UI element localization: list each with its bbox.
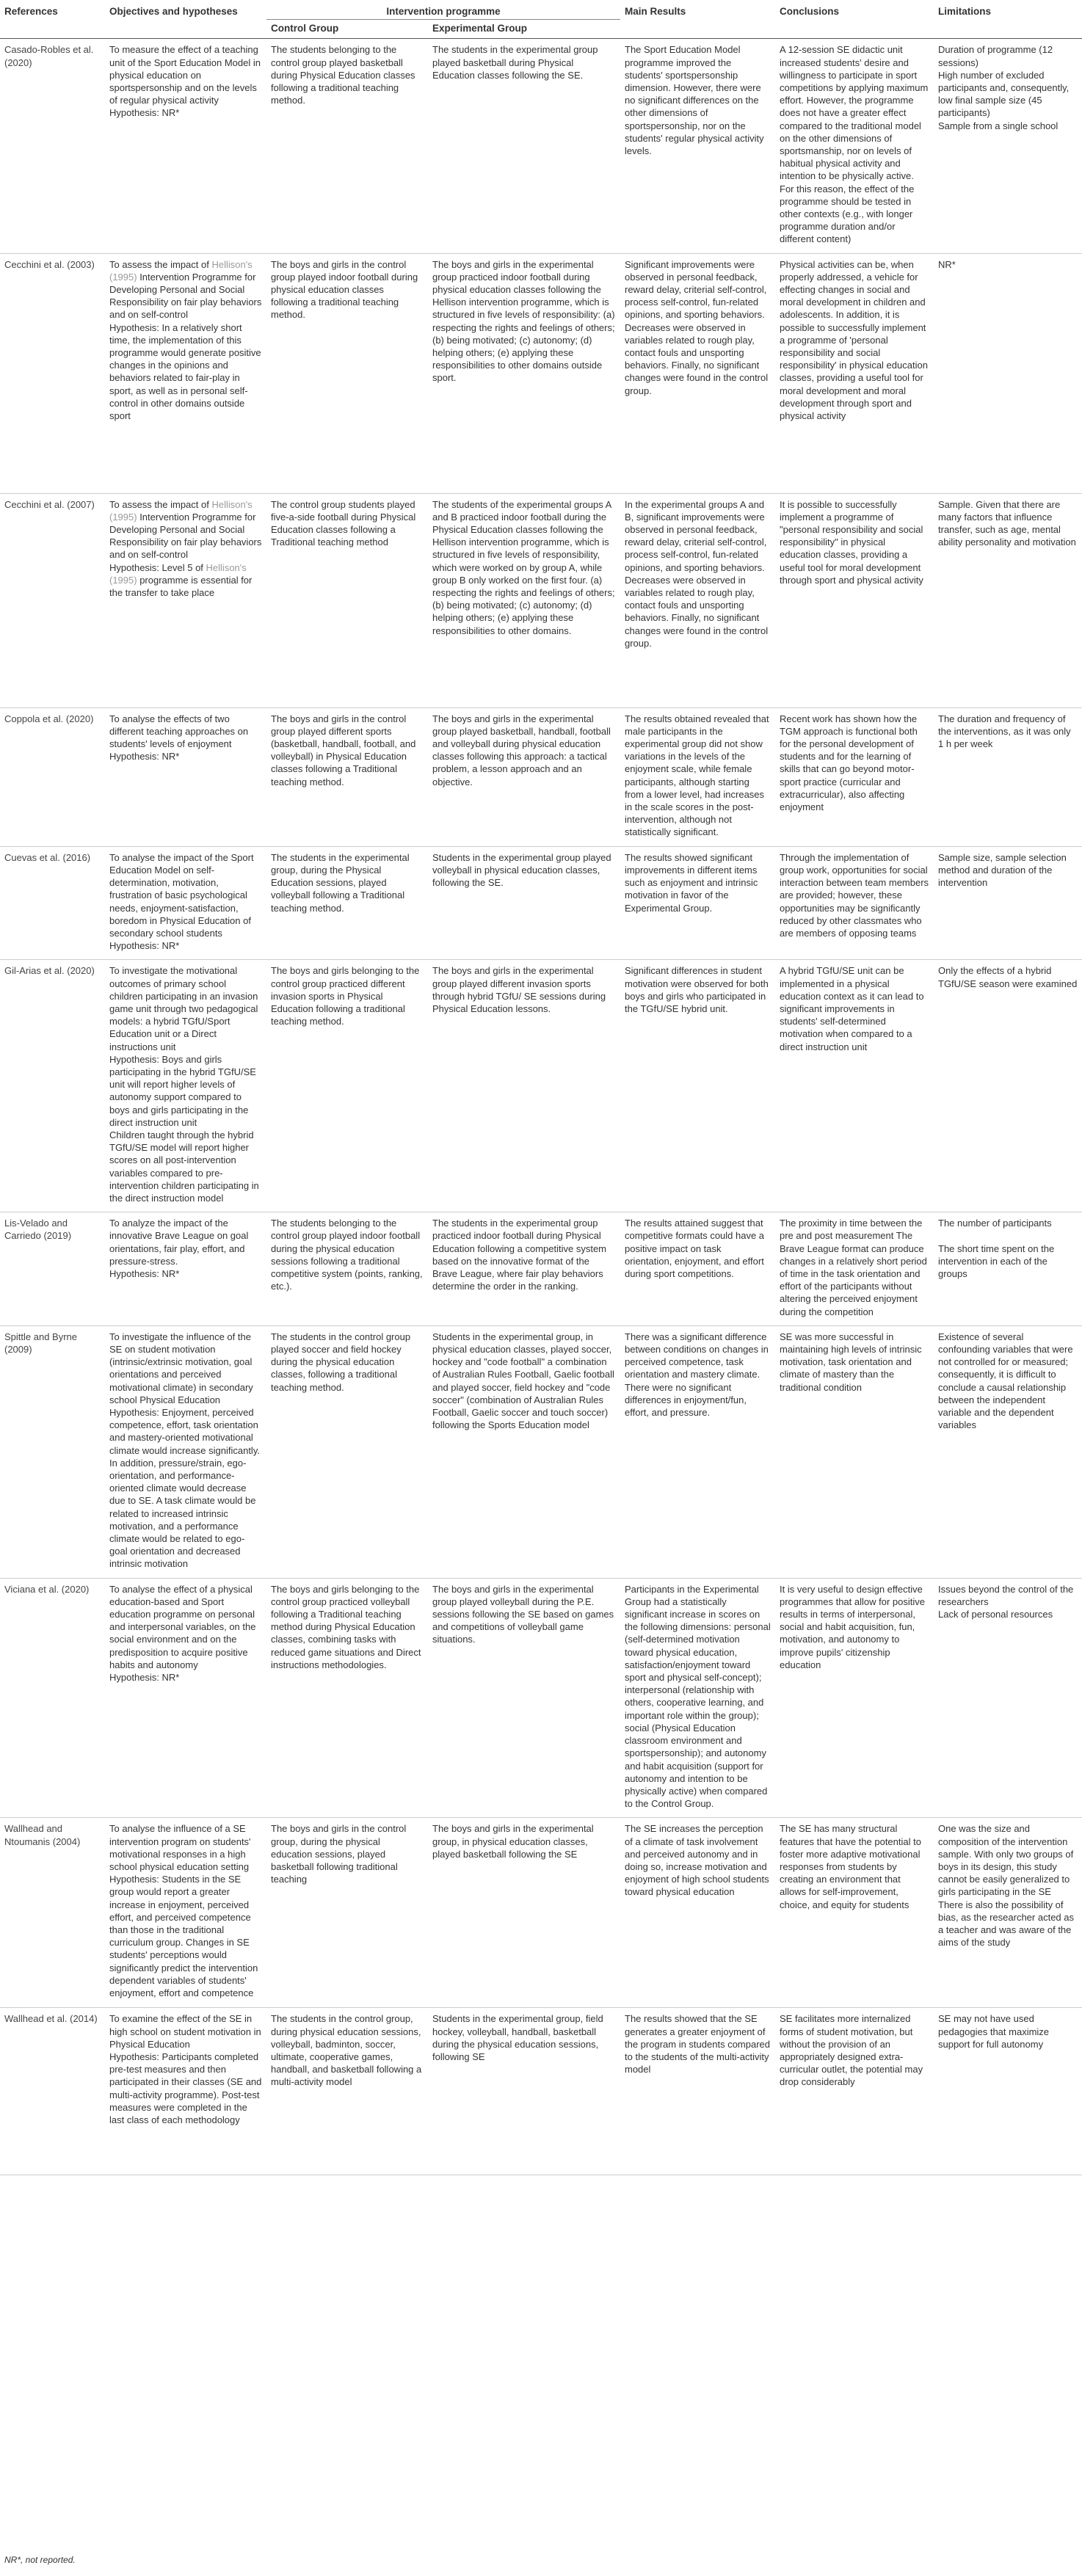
objectives-text: Intervention Programme for Developing Personal and Social Responsibility on fair play behaviors and on self-control Hypothesis: In a relatively short time, the implementation of this programme would generate positive changes in the opinions and behaviors related to fair-play in sport, as well as in personal self-control in other domains outside sport <box>109 271 262 422</box>
header-objectives: Objectives and hypotheses <box>105 0 266 39</box>
objectives-text: programme is essential for the transfer to take place <box>109 574 253 599</box>
objectives-cell: To analyse the influence of a SE intervention program on students' motivational responses in a high school physical education setting Hypothesis: Students in the SE group would report a greater increase in enjoyment, perceived effort, and perceived competence than those in the traditional curriculum group. Changes in SE students' perceptions would significantly predict the intervention dependent variables of students' enjoyment, effort and competence <box>105 1818 266 2008</box>
main-results-cell: Significant improvements were observed in personal feedback, reward delay, criterial self-control, process self-control, fun-related opinions, and sporting behaviors. Decreases were observed in variables related to rough play, contact fouls and unsporting behaviors. Finally, no significant changes were found in the control group. <box>620 253 775 493</box>
objectives-cell: To measure the effect of a teaching unit of the Sport Education Model in physical education on sportspersonship and on the levels of regular physical activity Hypothesis: NR* <box>105 39 266 253</box>
table-row <box>0 960 1082 1212</box>
conclusions-cell: A 12-session SE didactic unit increased students' desire and willingness to participate in sport competitions by applying maximum effort. However, the programme does not have a greater effect compared to the traditional model on the other dimensions of sportsmanship, nor on levels of habitual physical activity and intention to be physically active. For this reason, the effect of the programme should be tested in other contexts (e.g., with longer programme duration and/or different content) <box>775 39 934 253</box>
reference-cell: Viciana et al. (2020) <box>0 1578 105 1818</box>
reference-cell: Cecchini et al. (2007) <box>0 493 105 707</box>
experimental-group-cell: The students in the experimental group played basketball during Physical Education classes following the SE. <box>428 39 620 253</box>
control-group-cell: The boys and girls belonging to the control group practiced different invasion sports in Physical Education following a traditional teaching method. <box>266 960 428 1212</box>
main-results-cell: The results attained suggest that competitive formats could have a positive impact on task orientation, enjoyment, and effort during sport competitions. <box>620 1212 775 1326</box>
main-results-cell: The SE increases the perception of a climate of task involvement and perceived autonomy and in doing so, increase motivation and enjoyment of high school students toward physical education <box>620 1818 775 2008</box>
reference-cell: Casado-Robles et al. (2020) <box>0 39 105 253</box>
header-main-results: Main Results <box>620 0 775 39</box>
main-results-cell: Participants in the Experimental Group had a statistically significant increase in scores on the following dimensions: personal (self-determined motivation toward physical education, satisfaction/enjoyment toward sport and physical self-concept); interpersonal (relationship with others, cooperative learning, and important role within the group); social (Physical Education classroom environment and sportspersonship); and autonomy and habit acquisition (support for autonomy and intention to be physically active) when compared to the Control Group. <box>620 1578 775 1818</box>
table-row <box>0 493 1082 707</box>
limitations-cell: The number of participants The short time spent on the intervention in each of the groups <box>934 1212 1082 1326</box>
reference-cell: Lis-Velado and Carriedo (2019) <box>0 1212 105 1326</box>
main-results-cell: The results showed that the SE generates a greater enjoyment of the program in students compared to the students of the multi-activity model <box>620 2008 775 2175</box>
conclusions-cell: SE was more successful in maintaining high levels of intrinsic motivation, task orientation and climate of mastery than the traditional condition <box>775 1325 934 1578</box>
control-group-cell: The boys and girls belonging to the control group practiced volleyball following a Traditional teaching method during Physical Education classes, combining tasks with reduced game situations and Direct instructions methodologies. <box>266 1578 428 1818</box>
limitations-cell: The duration and frequency of the interventions, as it was only 1 h per week <box>934 707 1082 846</box>
objectives-cell: To investigate the influence of the SE on student motivation (intrinsic/extrinsic motivation, goal orientations and perceived motivational climate) in secondary school Physical Education Hypothesis: Enjoyment, perceived competence, effort, task orientation and mastery-oriented motivational climate would increase significantly. In addition, pressure/strain, ego-orientation, and performance-oriented climate would decrease due to SE. A task climate would be related to increased intrinsic motivation, and a performance climate would be related to ego-goal orientation and decreased intrinsic motivation <box>105 1325 266 1578</box>
control-group-cell: The students in the experimental group, during the Physical Education sessions, played volleyball following a Traditional teaching method. <box>266 846 428 960</box>
limitations-cell: Duration of programme (12 sessions) High number of excluded participants and, consequently, low final sample size (45 participants) Sample from a single school <box>934 39 1082 253</box>
limitations-cell: Existence of several confounding variables that were not controlled for or measured; consequently, it is difficult to conclude a causal relationship between the independent variable and the dependent variables <box>934 1325 1082 1578</box>
limitations-cell: Only the effects of a hybrid TGfU/SE season were examined <box>934 960 1082 1212</box>
control-group-cell: The students belonging to the control group played indoor football during the physical education sessions following a traditional competitive system (points, ranking, etc.). <box>266 1212 428 1326</box>
control-group-cell: The students in the control group played soccer and field hockey during the physical education classes, following a traditional teaching method. <box>266 1325 428 1578</box>
header-references: References <box>0 0 105 39</box>
main-results-cell: In the experimental groups A and B, significant improvements were observed in personal feedback, reward delay, criterial self-control, process self-control, fun-related opinions, and sporting behaviors. Decreases were observed in variables related to rough play, contact fouls and unsporting behaviors. Finally, no significant changes were found in the control group. <box>620 493 775 707</box>
reference-cell: Wallhead and Ntoumanis (2004) <box>0 1818 105 2008</box>
main-results-cell: There was a significant difference between conditions on changes in perceived competence, task orientation and mastery climate. There were no significant differences in enjoyment/fun, effort, and pressure. <box>620 1325 775 1578</box>
experimental-group-cell: Students in the experimental group played volleyball in physical education classes, following the SE. <box>428 846 620 960</box>
table-row <box>0 846 1082 960</box>
table-header <box>0 0 1082 39</box>
conclusions-cell: The proximity in time between the pre and post measurement The Brave League format can produce changes in a relatively short period of time in the task orientation and effort of the participants without altering the perceived enjoyment during the competition <box>775 1212 934 1326</box>
objectives-cell <box>105 493 266 707</box>
control-group-cell: The students in the control group, during physical education sessions, volleyball, badminton, soccer, ultimate, cooperative games, handball, and basketball following a multi-activity model <box>266 2008 428 2175</box>
experimental-group-cell: The boys and girls in the experimental group played different invasion sports through hybrid TGfU/ SE sessions during Physical Education lessons. <box>428 960 620 1212</box>
experimental-group-cell: The boys and girls in the experimental group played basketball, handball, football and volleyball during physical education classes following this approach: a tactical problem, a lesson approach and an objective. <box>428 707 620 846</box>
objectives-text: Intervention Programme for Developing Personal and Social Responsibility on fair play behaviors and on self-control Hypothesis: Level 5 of <box>109 511 262 573</box>
conclusions-cell: It is very useful to design effective programmes that allow for positive results in terms of interpersonal, social and habit acquisition, fun, motivation, and autonomy to improve pupils' citizenship education <box>775 1578 934 1818</box>
table-row <box>0 707 1082 846</box>
experimental-group-cell: Students in the experimental group, in physical education classes, played soccer, hockey and "code football" a combination of Australian Rules Football, Gaelic football and played soccer, field hockey and "code soccer" (combination of Australian Rules Football, Gaelic soccer and touch soccer) following the Sports Education model <box>428 1325 620 1578</box>
limitations-cell: SE may not have used pedagogies that maximize support for full autonomy <box>934 2008 1082 2175</box>
reference-cell: Gil-Arias et al. (2020) <box>0 960 105 1212</box>
conclusions-cell: It is possible to successfully implement a programme of "personal responsibility and social responsibility" in physical education classes, providing a useful tool for moral development through sport and physical activity <box>775 493 934 707</box>
experimental-group-cell: The students of the experimental groups A and B practiced indoor football during the Physical Education classes following the Hellison intervention programme, which is structured in five levels of responsibility, which were worked on by group A, while group B only worked on the first four. (a) respecting the rights and feelings of others; (b) being motivated; (c) autonomy; (d) helping others; (e) applying these responsibilities to other domains. <box>428 493 620 707</box>
header-limitations: Limitations <box>934 0 1082 39</box>
table-body <box>0 39 1082 2175</box>
conclusions-cell: Through the implementation of group work, opportunities for social interaction between team members are provided; however, these opportunities may be significantly reduced by other classmates who are members of opposing teams <box>775 846 934 960</box>
control-group-cell: The boys and girls in the control group played indoor football during physical education classes following a traditional teaching method. <box>266 253 428 493</box>
objectives-cell: To analyze the impact of the innovative Brave League on goal orientations, fair play, effort, and pressure-stress. Hypothesis: NR* <box>105 1212 266 1326</box>
experimental-group-cell: The boys and girls in the experimental group played volleyball during the P.E. sessions following the SE based on games and competitions of volleyball game situations. <box>428 1578 620 1818</box>
citation-link[interactable]: Hellison's (1995) <box>109 561 247 586</box>
experimental-group-cell: The boys and girls in the experimental group, in physical education classes, played basketball following the SE <box>428 1818 620 2008</box>
main-results-cell: The results obtained revealed that male participants in the experimental group did not show variations in the levels of the enjoyment scale, while female participants, although starting from a lower level, had increases in the scale scores in the post-intervention, although not statistically significant. <box>620 707 775 846</box>
objectives-cell <box>105 253 266 493</box>
citation-link[interactable]: Hellison's (1995) <box>109 498 253 523</box>
reference-cell: Coppola et al. (2020) <box>0 707 105 846</box>
main-results-cell: The results showed significant improvements in different items such as enjoyment and intrinsic motivation in favor of the Experimental Group. <box>620 846 775 960</box>
header-conclusions: Conclusions <box>775 0 934 39</box>
reference-cell: Cuevas et al. (2016) <box>0 846 105 960</box>
table-row <box>0 1325 1082 1578</box>
reference-cell: Cecchini et al. (2003) <box>0 253 105 493</box>
experimental-group-cell: The students in the experimental group practiced indoor football during Physical Education following a competitive system based on the innovative format of the Brave League, where fair play behaviors determine the order in the ranking. <box>428 1212 620 1326</box>
limitations-cell: One was the size and composition of the intervention sample. With only two groups of boys in its design, this study cannot be easily generalized to girls participating in the SE There is also the possibility of bias, as the researcher acted as a teacher and was aware of the aims of the study <box>934 1818 1082 2008</box>
objectives-cell: To analyse the impact of the Sport Education Model on self-determination, motivation, frustration of basic psychological needs, enjoyment-satisfaction, boredom in Physical Education of secondary school students Hypothesis: NR* <box>105 846 266 960</box>
table-row <box>0 2008 1082 2175</box>
table-row <box>0 253 1082 493</box>
objectives-cell: To investigate the motivational outcomes of primary school children participating in an invasion game unit through two pedagogical models: a hybrid TGfU/Sport Education unit or a Direct instructions unit Hypothesis: Boys and girls participating in the hybrid TGfU/SE unit will report higher levels of autonomy support compared to boys and girls participating in the direct instruction unit Children taught through the hybrid TGfU/SE model will report higher scores on all post-intervention variables compared to pre-intervention children participating in the direct instruction model <box>105 960 266 1212</box>
table-row <box>0 1212 1082 1326</box>
experimental-group-cell: Students in the experimental group, field hockey, volleyball, handball, basketball during the physical education sessions, following SE <box>428 2008 620 2175</box>
control-group-cell: The students belonging to the control group played basketball during Physical Education classes following a traditional teaching method. <box>266 39 428 253</box>
control-group-cell: The boys and girls in the control group played different sports (basketball, handball, football, and volleyball) in Physical Education classes following a Traditional teaching method. <box>266 707 428 846</box>
objectives-cell: To analyse the effects of two different teaching approaches on students' levels of enjoyment Hypothesis: NR* <box>105 707 266 846</box>
header-control-group: Control Group <box>266 20 428 39</box>
control-group-cell: The control group students played five-a-side football during Physical Education classes following a Traditional teaching method <box>266 493 428 707</box>
reference-cell: Wallhead et al. (2014) <box>0 2008 105 2175</box>
header-experimental-group: Experimental Group <box>428 20 620 39</box>
objectives-cell: To analyse the effect of a physical education-based and Sport education programme on personal and interpersonal variables, on the social environment and on the predisposition to acquire positive habits and autonomy Hypothesis: NR* <box>105 1578 266 1818</box>
table-row <box>0 39 1082 253</box>
reference-cell: Spittle and Byrne (2009) <box>0 1325 105 1578</box>
conclusions-cell: SE facilitates more internalized forms of student motivation, but without the provision of an appropriately designed extra-curricular outlet, the potential may drop considerably <box>775 2008 934 2175</box>
objectives-text: To assess the impact of <box>109 258 212 270</box>
table-row <box>0 1818 1082 2008</box>
conclusions-cell: Physical activities can be, when properly addressed, a vehicle for effecting changes in social and moral development in children and adolescents. In addition, it is possible to successfully implement a programme of 'personal responsibility and social responsibility' in physical education classes, providing a useful tool for moral development and moral development through sport and physical activity <box>775 253 934 493</box>
header-row-top <box>0 0 1082 20</box>
header-intervention-programme: Intervention programme <box>266 0 620 20</box>
conclusions-cell: Recent work has shown how the TGM approach is functional both for the personal development of students and for the learning of skills that can go beyond motor-sport practice (curricular and extracurricular), also affecting enjoyment <box>775 707 934 846</box>
table-row <box>0 1578 1082 1818</box>
objectives-text: To assess the impact of <box>109 498 212 510</box>
limitations-cell: NR* <box>934 253 1082 493</box>
experimental-group-cell: The boys and girls in the experimental group practiced indoor football during physical education classes following the Hellison intervention programme, which is structured in five levels of responsibility: (a) respecting the rights and feelings of others; (b) being motivated; (c) autonomy; (d) helping others; (e) applying these responsibilities to other domains outside sport. <box>428 253 620 493</box>
conclusions-cell: A hybrid TGfU/SE unit can be implemented in a physical education context as it can lead to significant improvements in students' self-determined motivation when compared to a direct instruction unit <box>775 960 934 1212</box>
conclusions-cell: The SE has many structural features that have the potential to foster more adaptive motivational responses from students by creating an environment that allows for self-improvement, choice, and equity for students <box>775 1818 934 2008</box>
main-results-cell: The Sport Education Model programme improved the students' sportspersonship dimension. However, there were no significant differences on the other dimensions of sportspersonship, nor on the students' regular physical activity levels. <box>620 39 775 253</box>
citation-link[interactable]: Hellison's (1995) <box>109 258 253 283</box>
table-footnote: NR*, not reported. <box>4 2555 76 2565</box>
control-group-cell: The boys and girls in the control group, during the physical education sessions, played basketball following traditional teaching <box>266 1818 428 2008</box>
limitations-cell: Sample. Given that there are many factors that influence transfer, such as age, mental ability personality and motivation <box>934 493 1082 707</box>
limitations-cell: Issues beyond the control of the researchers Lack of personal resources <box>934 1578 1082 1818</box>
objectives-cell: To examine the effect of the SE in high school on student motivation in Physical Education Hypothesis: Participants completed pre-test measures and then participated in their classes (SE and multi-activity programme). Post-test measures were completed in the last class of each methodology <box>105 2008 266 2175</box>
main-results-cell: Significant differences in student motivation were observed for both boys and girls who participated in the TGfU/SE hybrid unit. <box>620 960 775 1212</box>
limitations-cell: Sample size, sample selection method and duration of the intervention <box>934 846 1082 960</box>
